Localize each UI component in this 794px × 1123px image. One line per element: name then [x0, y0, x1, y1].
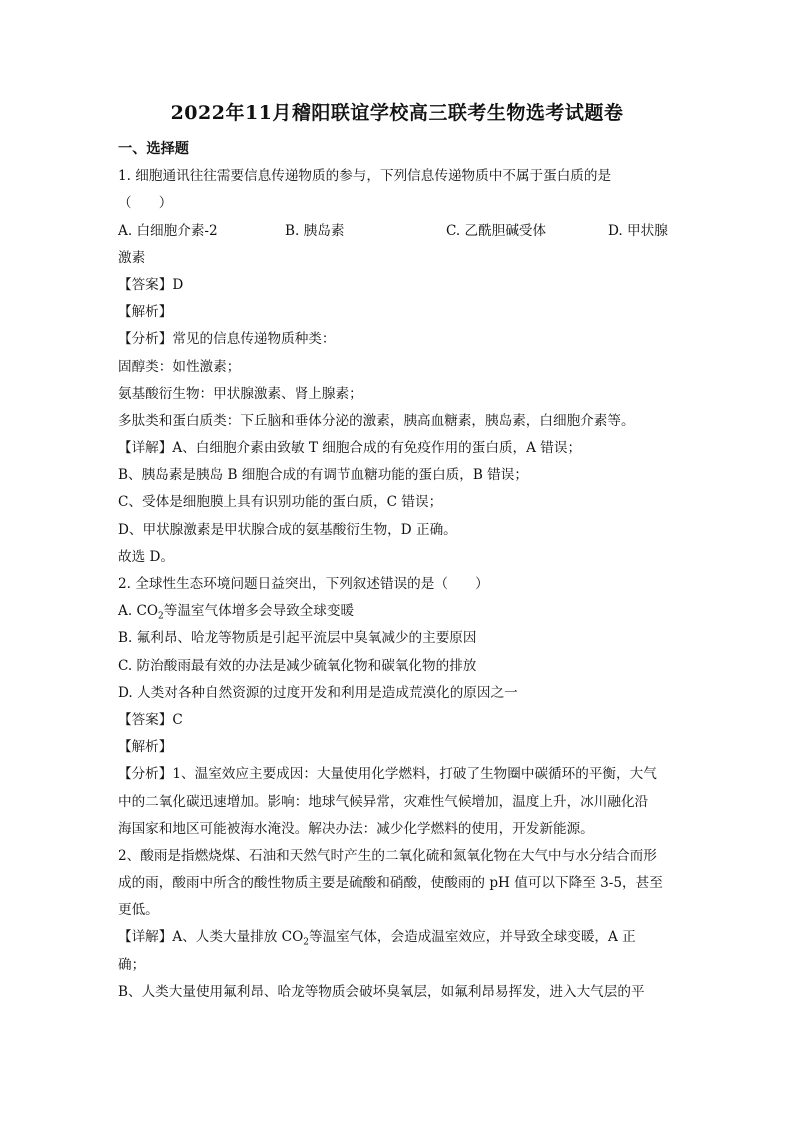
q2-answer [118, 707, 676, 734]
content-body [118, 136, 676, 1006]
answer-label: 【答案】 [118, 276, 173, 293]
q1-xiangjie-line [118, 435, 676, 462]
q2-option-c: C. 防治酸雨最有效的办法是减少硫氧化物和碳氧化物的排放 [118, 657, 477, 674]
q1-xiangjie-line: 故选 D。 [118, 548, 175, 565]
fenxi-label: 【分析】 [118, 766, 173, 783]
q2-xiangjie-line: 确； [118, 956, 146, 973]
q2-xiangjie-line [118, 924, 676, 951]
q2-stem: 2. 全球性生态环境问题日益突出，下列叙述错误的是（ ） [118, 576, 489, 592]
answer-value: C [172, 711, 183, 728]
q1-option-d: D. 甲状腺 [608, 222, 668, 239]
q2-option-a [118, 598, 676, 625]
section-heading: 一、选择题 [118, 141, 189, 157]
xiangjie-text: A、人类大量排放 CO [172, 929, 304, 946]
xiangjie-text: A、白细胞介素由致敏 T 细胞合成的有免疫作用的蛋白质，A 错误； [172, 440, 582, 457]
answer-label: 【答案】 [118, 711, 173, 728]
q1-fenxi-line [118, 326, 676, 353]
q1-option-a: A. 白细胞介素-2 [118, 222, 218, 239]
q1-answer [118, 272, 676, 299]
xiangjie-label: 【详解】 [118, 440, 173, 457]
page-title: 2022年11月稽阳联谊学校高三联考生物选考试题卷 [170, 102, 624, 124]
q2-option-b: B. 氟利昂、哈龙等物质是引起平流层中臭氧减少的主要原因 [118, 630, 477, 647]
q1-fenxi-line: 氨基酸衍生物：甲状腺激素、肾上腺素； [118, 385, 363, 402]
fenxi-text: 1、温室效应主要成因：大量使用化学燃料，打破了生物圈中碳循环的平衡，大气 [172, 766, 657, 783]
q1-xiangjie-line: D、甲状腺激素是甲状腺合成的氨基酸衍生物，D 正确。 [118, 521, 457, 538]
q2-fenxi-line: 2、酸雨是指燃烧煤、石油和天然气时产生的二氧化硫和氮氧化物在大气中与水分结合而形 [118, 847, 657, 864]
q2-fenxi-line: 海国家和地区可能被海水淹没。解决办法：减少化学燃料的使用，开发新能源。 [118, 820, 594, 837]
q1-fenxi-line: 多肽类和蛋白质类：下丘脑和垂体分泌的激素，胰高血糖素，胰岛素，白细胞介素等。 [118, 412, 635, 429]
xiangjie-label: 【详解】 [118, 929, 173, 946]
option-a-prefix: A. CO [118, 603, 159, 620]
q1-option-b: B. 胰岛素 [285, 222, 345, 239]
xiangjie-text: 等温室气体，会造成温室效应，并导致全球变暖，A 正 [308, 929, 636, 946]
q1-option-c: C. 乙酰胆碱受体 [446, 222, 547, 239]
q1-stem: 1. 细胞通讯往往需要信息传递物质的参与，下列信息传递物质中不属于蛋白质的是 [118, 168, 612, 185]
q1-analysis-label: 【解析】 [118, 304, 173, 321]
q2-fenxi-line: 成的雨，酸雨中所含的酸性物质主要是硫酸和硝酸，使酸雨的 pH 值可以下降至 3-5，甚至 [118, 875, 663, 892]
q1-options [118, 218, 676, 245]
q2-analysis-label: 【解析】 [118, 739, 173, 756]
q2-fenxi-line [118, 761, 676, 788]
option-a-subscript: 2 [158, 611, 164, 622]
q2-option-d: D. 人类对各种自然资源的过度开发和利用是造成荒漠化的原因之一 [118, 684, 518, 701]
xiangjie-subscript: 2 [303, 938, 309, 949]
q1-paren: （ ） [118, 195, 173, 212]
q2-fenxi-line: 更低。 [118, 902, 159, 919]
q1-xiangjie-line: B、胰岛素是胰岛 B 细胞合成的有调节血糖功能的蛋白质，B 错误； [118, 467, 528, 484]
fenxi-text: 常见的信息传递物质种类： [172, 331, 336, 348]
q2-xiangjie-line: B、人类大量使用氟利昂、哈龙等物质会破坏臭氧层，如氟利昂易挥发，进入大气层的平 [118, 983, 645, 1000]
fenxi-label: 【分析】 [118, 331, 173, 348]
q1-xiangjie-line: C、受体是细胞膜上具有识别功能的蛋白质，C 错误； [118, 494, 443, 511]
q1-fenxi-line: 固醇类：如性激素； [118, 358, 241, 375]
q2-fenxi-line: 中的二氧化碳迅速增加。影响：地球气候异常，灾难性气候增加，温度上升，冰川融化沿 [118, 793, 649, 810]
answer-value: D [172, 276, 184, 293]
option-a-suffix: 等温室气体增多会导致全球变暖 [163, 603, 355, 620]
q1-option-d-cont: 激素 [118, 249, 146, 266]
